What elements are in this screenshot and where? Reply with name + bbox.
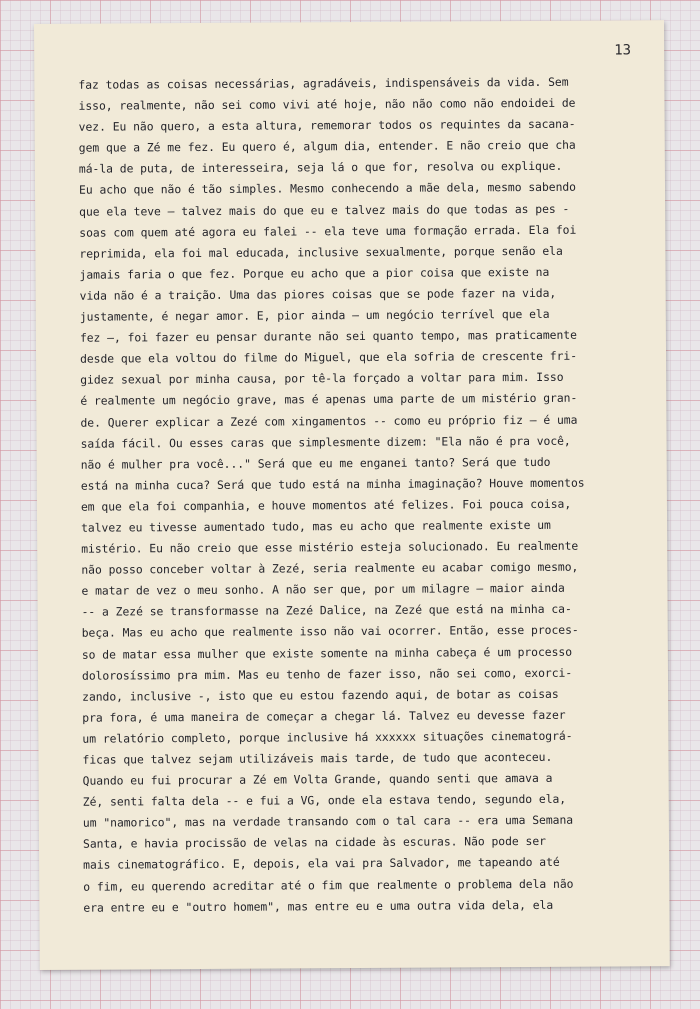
text-line: so de matar essa mulher que existe somente na minha cabeça é um processo bbox=[81, 644, 573, 662]
text-line: pra fora, é uma maneira de começar a chegar lá. Talvez eu devesse fazer bbox=[82, 707, 566, 725]
text-line: vez. Eu não quero, a esta altura, rememorar todos os requintes da sacana- bbox=[78, 116, 576, 134]
text-line: fez —, foi fazer eu pensar durante não sei quanto tempo, mas praticamente bbox=[79, 327, 577, 345]
text-line: gem que a Zé me fez. Eu quero é, algum dia, entender. E não creio que cha bbox=[78, 137, 576, 156]
text-line: está na minha cuca? Será que tudo está na minha imaginação? Houve momentos bbox=[80, 475, 585, 493]
text-line: mistério. Eu não creio que esse mistério esteja solucionado. Eu realmente bbox=[81, 538, 579, 556]
text-line: e matar de vez o meu sonho. A não ser que, por um milagre — maior ainda bbox=[81, 581, 565, 598]
text-line: é realmente um negócio grave, mas é apenas uma parte de um mistério gran- bbox=[80, 391, 578, 409]
text-line: era entre eu e "outro homem", mas entre eu e uma outra vida dela, ela bbox=[83, 897, 554, 915]
text-line: um "namorico", mas na verdade transando com o tal cara -- era uma Semana bbox=[82, 813, 574, 830]
text-line: beça. Mas eu acho que realmente isso não vai ocorrer. Então, esse proces- bbox=[81, 623, 579, 641]
text-line: Eu acho que não é tão simples. Mesmo conhecendo a mãe dela, mesmo sabendo bbox=[78, 180, 577, 198]
text-line: o fim, eu querendo acreditar até o fim que realmente o problema dela não bbox=[83, 876, 574, 894]
text-line: Zé, senti falta dela -- e fui a VG, onde ela estava tendo, segundo ela, bbox=[82, 791, 567, 809]
text-line: um relatório completo, porque inclusive há xxxxxx situações cinematográ- bbox=[82, 728, 573, 746]
text-line: não é mulher pra você..." Será que eu me enganei tanto? Será que tudo bbox=[80, 454, 551, 472]
typewritten-page bbox=[34, 20, 670, 970]
text-line: desde que ela voltou do filme do Miguel, que ela sofria de crescente fri- bbox=[80, 348, 578, 366]
body-text bbox=[78, 71, 653, 918]
text-line: soas com quem até agora eu falei -- ela teve uma formação errada. Ela foi bbox=[79, 222, 577, 240]
text-line: má-la de puta, de interesseira, seja lá o que for, resolva ou explique. bbox=[78, 159, 563, 177]
text-line: mais cinematográfico. E, depois, ela vai pra Salvador, me tapeando até bbox=[83, 855, 560, 873]
text-line: gidez sexual por minha causa, por tê-la forçado a voltar para mim. Isso bbox=[80, 370, 564, 388]
text-line: zando, inclusive -, isto que eu estou fazendo aqui, de botar as coisas bbox=[82, 686, 559, 704]
text-line: isso, realmente, não sei como vivi até hoje, não não como não endoidei de bbox=[78, 95, 576, 113]
text-line: Santa, e havia procissão de velas na cidade às escuras. Não pode ser bbox=[82, 834, 546, 852]
text-line: que ela teve — talvez mais do que eu e talvez mais do que todas as pes - bbox=[79, 201, 570, 219]
text-line: talvez eu tivesse aumentado tudo, mas eu acho que realmente existe um bbox=[81, 517, 551, 535]
text-line: Quando eu fui procurar a Zé em Volta Grande, quando senti que amava a bbox=[82, 770, 553, 788]
text-line: saída fácil. Ou esses caras que simplesmente dizem: "Ela não é pra você, bbox=[80, 433, 571, 451]
text-line: em que ela foi companhia, e houve momentos até felizes. Foi pouca coisa, bbox=[80, 496, 572, 514]
text-line: não posso conceber voltar à Zezé, seria realmente eu acabar comigo mesmo, bbox=[81, 559, 579, 577]
text-line: reprimida, ela foi mal educada, inclusive sexualmente, porque senão ela bbox=[79, 243, 563, 261]
text-line: ficas que talvez sejam utilizáveis mais tarde, de tudo que aconteceu. bbox=[82, 749, 553, 767]
text-line: jamais faria o que fez. Porque eu acho que a pior coisa que existe na bbox=[79, 264, 550, 282]
text-line: -- a Zezé se transformasse na Zezé Dalice, na Zezé que está na minha ca- bbox=[81, 602, 572, 620]
text-line: dolorosíssimo pra mim. Mas eu tenho de fazer isso, não sei como, exorci- bbox=[81, 665, 573, 683]
text-line: faz todas as coisas necessárias, agradáveis, indispensáveis da vida. Sem bbox=[78, 74, 569, 92]
text-line: vida não é a traição. Uma das piores coisas que se pode fazer na vida, bbox=[79, 285, 557, 303]
page-number: 13 bbox=[614, 42, 632, 59]
text-line: justamente, é negar amor. E, pior ainda — um negócio terrível que ela bbox=[79, 306, 550, 324]
text-line: de. Querer explicar a Zezé com xingamentos -- como eu próprio fiz — é uma bbox=[80, 412, 578, 430]
